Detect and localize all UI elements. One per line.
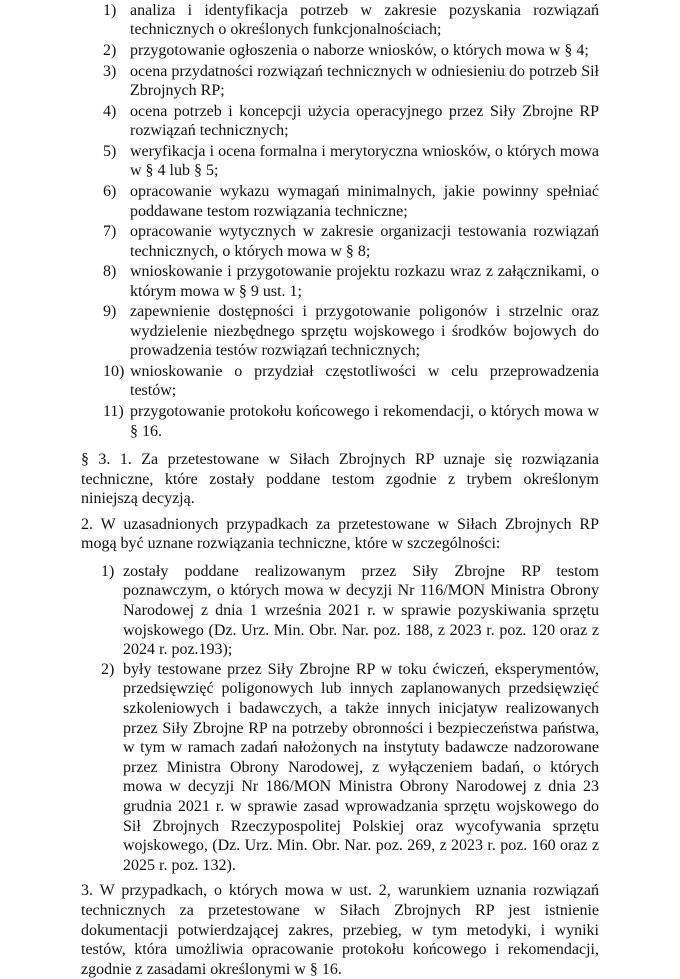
list-item-number: 1) [103, 2, 117, 19]
list-item [81, 402, 599, 441]
list-item-text: przygotowanie ogłoszenia o naborze wniosków, o których mowa w § 4; [130, 42, 589, 60]
tasks-list [81, 1, 599, 441]
list-item-text: zapewnienie dostępności i przygotowanie poligonów i strzelnic oraz wydzielenie niezbędnego sprzętu wojskowego i środków bojowych do prowadzenia testów rozwiązań technicznych; [130, 303, 599, 360]
list-item [81, 302, 599, 360]
list-item [81, 660, 599, 876]
list-item-number: 9) [103, 303, 117, 321]
list-item-text: analiza i identyfikacja potrzeb w zakresie pozyskania rozwiązań technicznych o określonych funkcjonalnościach; [130, 2, 599, 39]
list-item-number: 6) [103, 183, 117, 201]
list-item [81, 262, 599, 301]
conditions-list [81, 562, 599, 876]
list-item [81, 562, 599, 660]
list-item [81, 362, 599, 401]
list-item-number: 3) [103, 62, 117, 80]
list-item-number: 4) [103, 102, 117, 120]
list-item [81, 222, 599, 261]
list-item [81, 142, 599, 181]
list-item-number: 2) [101, 660, 115, 678]
list-item-text: ocena przydatności rozwiązań technicznych w odniesieniu do potrzeb Sił Zbrojnych RP; [130, 62, 599, 100]
list-item [81, 182, 599, 221]
list-item-text: opracowanie wytycznych w zakresie organizacji testowania rozwiązań technicznych, o których mowa w § 8; [130, 223, 599, 260]
list-item-text: ocena potrzeb i koncepcji użycia operacyjnego przez Siły Zbrojne RP rozwiązań technicznych; [130, 102, 599, 140]
section-3-paragraph-3: 3. W przypadkach, o których mowa w ust. 2, warunkiem uznania rozwiązań technicznych za przetestowane w Siłach Zbrojnych RP jest istnienie dokumentacji potwierdzającej zakres, przebieg, w tym metodyki, i wyniki testów, która umożliwia opracowanie protokołu końcowego i rekomendacji, zgodnie z zasadami określonymi w § 16. [81, 882, 599, 978]
list-item-text: wnioskowanie o przydział częstotliwości w celu przeprowadzenia testów; [130, 362, 599, 400]
document-page [81, 1, 599, 979]
list-item-number: 8) [103, 263, 117, 281]
list-item [81, 41, 599, 60]
list-item-number: 7) [103, 223, 117, 241]
list-item-number: 2) [103, 42, 117, 60]
list-item-text: opracowanie wykazu wymagań minimalnych, jakie powinny spełniać poddawane testom rozwiązania techniczne; [130, 183, 599, 220]
list-item-text: wnioskowanie i przygotowanie projektu rozkazu wraz z załącznikami, o którym mowa w § 9 ust. 1; [130, 263, 599, 300]
list-item-number: 1) [101, 562, 115, 580]
list-item-text: zostały poddane realizowanym przez Siły Zbrojne RP testom poznawczym, o których mowa w decyzji Nr 116/MON Ministra Obrony Narodowej z dnia 1 września 2021 r. w sprawie pozyskiwania sprzętu wojskowego (Dz. Urz. Min. Obr. Nar. poz. 188, z 2023 r. poz. 120 oraz z 2024 r. poz.193); [123, 562, 599, 659]
section-3-paragraph-1: § 3. 1. Za przetestowane w Siłach Zbrojnych RP uznaje się rozwiązania techniczne, które zostały poddane testom zgodnie z trybem określonym niniejszą decyzją. [81, 450, 599, 508]
list-item [81, 1, 599, 40]
list-item-number: 10) [103, 362, 125, 380]
list-item-number: 11) [103, 403, 124, 421]
list-item [81, 102, 599, 141]
list-item [81, 62, 599, 101]
list-item-text: były testowane przez Siły Zbrojne RP w toku ćwiczeń, eksperymentów, przedsięwzięć poligonowych lub innych zaplanowanych przedsięwzięć szkoleniowych i badawczych, a także innych inicjatyw realizowanych przez Siły Zbrojne RP na potrzeby obronności i bezpieczeństwa państwa, w tym w ramach zadań nałożonych na instytuty badawcze nadzorowane przez Ministra Obrony Narodowej, z wyłączeniem badań, o których mowa w decyzji Nr 186/MON Ministra Obrony Narodowej z dnia 23 grudnia 2021 r. w sprawie zasad wprowadzania sprzętu wojskowego do Sił Zbrojnych Rzeczypospolitej Polskiej oraz wycofywania sprzętu wojskowego, (Dz. Urz. Min. Obr. Nar. poz. 269, z 2023 r. poz. 160 oraz z 2025 r. poz. 132). [123, 660, 599, 874]
list-item-text: przygotowanie protokołu końcowego i rekomendacji, o których mowa w § 16. [130, 403, 599, 440]
list-item-text: weryfikacja i ocena formalna i merytoryczna wniosków, o których mowa w § 4 lub § 5; [130, 143, 599, 180]
section-3-paragraph-2: 2. W uzasadnionych przypadkach za przetestowane w Siłach Zbrojnych RP mogą być uznane rozwiązania techniczne, które w szczególności: [81, 515, 599, 553]
list-item-number: 5) [103, 143, 117, 161]
